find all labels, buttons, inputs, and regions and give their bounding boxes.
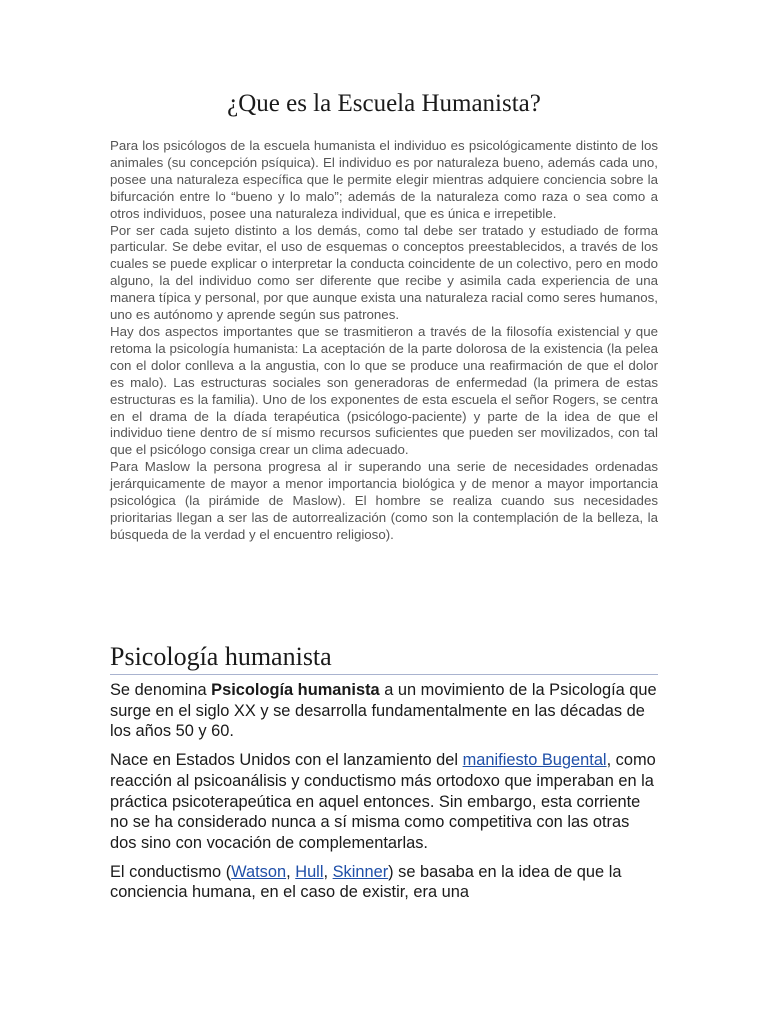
intro-paragraph: Por ser cada sujeto distinto a los demás, como tal debe ser tratado y estudiado de forma particular. Se debe evitar, el uso de esquemas o conceptos preestablecidos, a través de los cuales se puede explicar o interpretar la conducta coincidente de un colectivo, pero en modo alguno, la del individuo como ser diferente que recibe y asimila cada experiencia de una manera típica y personal, por que aunque exista una naturaleza racial como seres humanos, uno es autónomo y aprende según sus patrones. [110, 222, 658, 323]
article-body [110, 680, 658, 911]
body-paragraph-definition [110, 680, 658, 742]
text-span: , [323, 862, 333, 881]
intro-paragraph: Para Maslow la persona progresa al ir superando una serie de necesidades ordenadas jerárquicamente de mayor a menor importancia biológica y de menor a mayor importancia psicológica (la pirámide de Maslow). El hombre se realiza cuando sus necesidades prioritarias llegan a ser las de autorrealización (como son la contemplación de la belleza, la búsqueda de la verdad y el encuentro religioso). [110, 459, 658, 542]
bold-term: Psicología humanista [211, 681, 380, 699]
intro-paragraph: Hay dos aspectos importantes que se trasmitieron a través de la filosofía existencial y que retoma la psicología humanista: La aceptación de la parte dolorosa de la existencia (la pelea con el dolor conlleva a la angustia, con lo que se produce una reafirmación de que el dolor es malo). Las estructuras sociales son generadoras de enfermedad (la primera de estas estructuras es la familia). Uno de los exponentes de esta escuela el señor Rogers, se centra en el drama de la díada terapéutica (psicólogo-paciente) y parte de la idea de que el individuo tiene dentro de sí mismo recursos suficientes que pueden ser movilizados, con tal que el psicólogo consiga crear un clima adecuado. [110, 323, 658, 458]
text-span: ) se basaba en la idea de que la conciencia humana, en el caso de existir, era una [110, 862, 622, 902]
section-heading: Psicología humanista [110, 640, 658, 675]
text-span: , [286, 862, 296, 881]
body-paragraph-origin [110, 750, 658, 854]
watson-link[interactable]: Watson [231, 862, 287, 881]
text-span: , como reacción al psicoanálisis y conductismo más ortodoxo que imperaban en la práctica psicoterapeútica en aquel entonces. Sin embargo, esta corriente no se ha considerado nunca a sí misma como competitiva con las otras dos sino con vocación de complementarlas. [110, 751, 656, 852]
text-span: El conductismo ( [110, 862, 232, 881]
manifiesto-bugental-link[interactable]: manifiesto Bugental [462, 751, 607, 770]
text-span: a un movimiento de la Psicología que surge en el siglo XX y se desarrolla fundamentalmente en las décadas de los años 50 y 60. [110, 681, 657, 741]
text-span: Se denomina [110, 681, 212, 699]
document-title: ¿Que es la Escuela Humanista? [227, 90, 541, 117]
intro-paragraph: Para los psicólogos de la escuela humanista el individuo es psicológicamente distinto de los animales (su concepción psíquica). El individuo es por naturaleza bueno, además cada uno, posee una naturaleza específica que le permite elegir mientras adquiere conciencia sobre la bifurcación entre lo “bueno y lo malo”; además de la naturaleza como raza o sea como a otros individuos, posee una naturaleza individual, que es única e irrepetible. [110, 138, 658, 221]
hull-link[interactable]: Hull [295, 862, 324, 881]
intro-section [110, 138, 658, 544]
text-span: Nace en Estados Unidos con el lanzamiento del [110, 751, 463, 770]
skinner-link[interactable]: Skinner [332, 862, 389, 881]
body-paragraph-behaviorism [110, 862, 658, 903]
